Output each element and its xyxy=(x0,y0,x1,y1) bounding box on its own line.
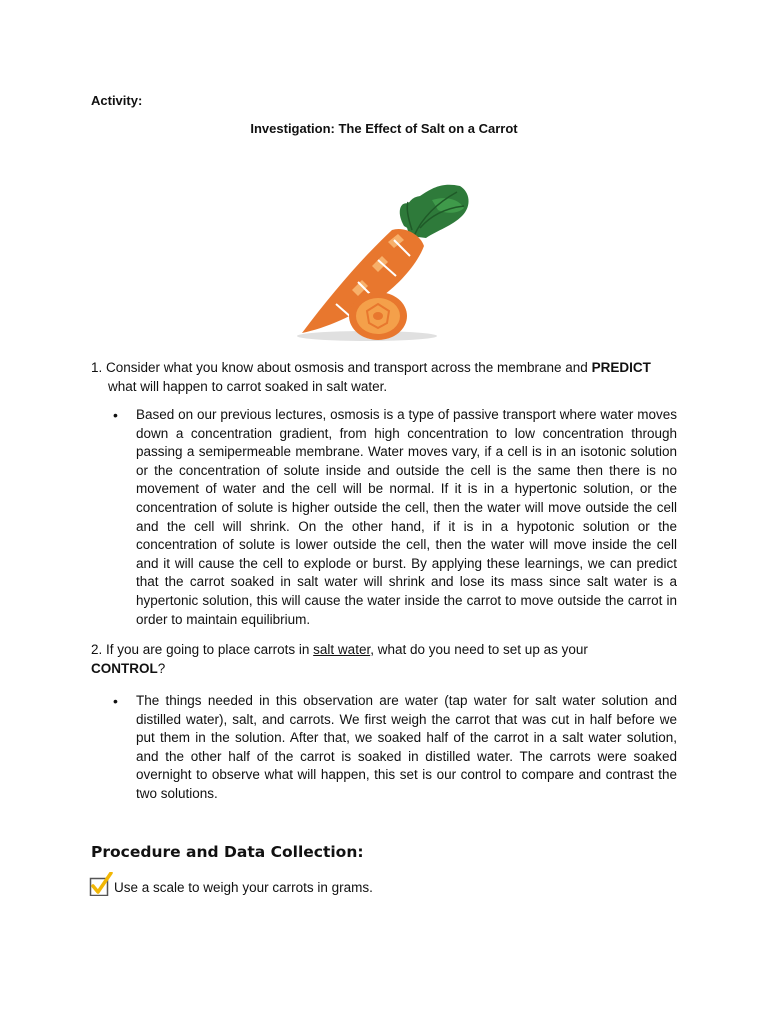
question-2-text-middle: , what do you need to set up as your xyxy=(370,642,588,657)
checkbox-checked-icon[interactable] xyxy=(89,872,113,896)
bullet-icon: • xyxy=(113,693,118,709)
question-1-text-cont: what will happen to carrot soaked in salt water. xyxy=(108,378,388,394)
answer-1: Based on our previous lectures, osmosis is a type of passive transport where water moves down a concentration gradient, from high concentration to low concentration through passing a semipermeable membrane. Water moves vary, if a cell is in an isotonic solution or the concentration of solute inside and outside the cell is the same then there is no movement of water and the cell will be normal. If it is in a hypertonic solution, or the concentration of solute is higher outside the cell, then the water will move outside the cell and the cell will shrink. On the other hand, if it is in a hypotonic solution or the concentration of solute is lower outside the cell, then the water will move inside the cell and it will cause the cell to explode or burst. By applying these learnings, we can predict that the carrot soaked in salt water will shrink and lose its mass since salt water is a hypertonic solution, this will cause the water inside the carrot to move outside the carrot in order to maintain equilibrium. xyxy=(136,407,677,627)
question-2 xyxy=(91,641,681,678)
question-2-text-end: ? xyxy=(157,660,166,676)
question-1-number: 1. xyxy=(91,360,103,375)
question-2-underlined: salt water xyxy=(313,642,371,657)
activity-label: Activity: xyxy=(91,93,143,108)
carrot-illustration xyxy=(292,178,477,346)
question-2-number: 2. xyxy=(91,642,103,657)
procedure-step-1-text: Use a scale to weigh your carrots in grams. xyxy=(114,880,373,895)
bullet-icon: • xyxy=(113,407,118,423)
answer-2: The things needed in this observation are water (tap water for salt water solution and distilled water), salt, and carrots. We first weigh the carrot that was cut in half before we put them in the solution. After that, we soaked half of the carrot in a salt water solution, and the other half of the carrot is soaked in distilled water. The carrots were soaked overnight to observe what will happen, this set is our control to compare and contrast the two solutions. xyxy=(136,693,677,801)
question-2-text: If you are going to place carrots in xyxy=(106,642,310,657)
question-1-text: Consider what you know about osmosis and transport across the membrane and xyxy=(106,360,588,375)
procedure-heading: Procedure and Data Collection: xyxy=(91,843,364,861)
question-1 xyxy=(91,359,681,396)
carrot-image xyxy=(292,178,477,346)
question-2-emphasis: CONTROL xyxy=(91,660,158,676)
document-title: Investigation: The Effect of Salt on a Carrot xyxy=(250,121,518,136)
question-1-emphasis: PREDICT xyxy=(591,360,651,375)
